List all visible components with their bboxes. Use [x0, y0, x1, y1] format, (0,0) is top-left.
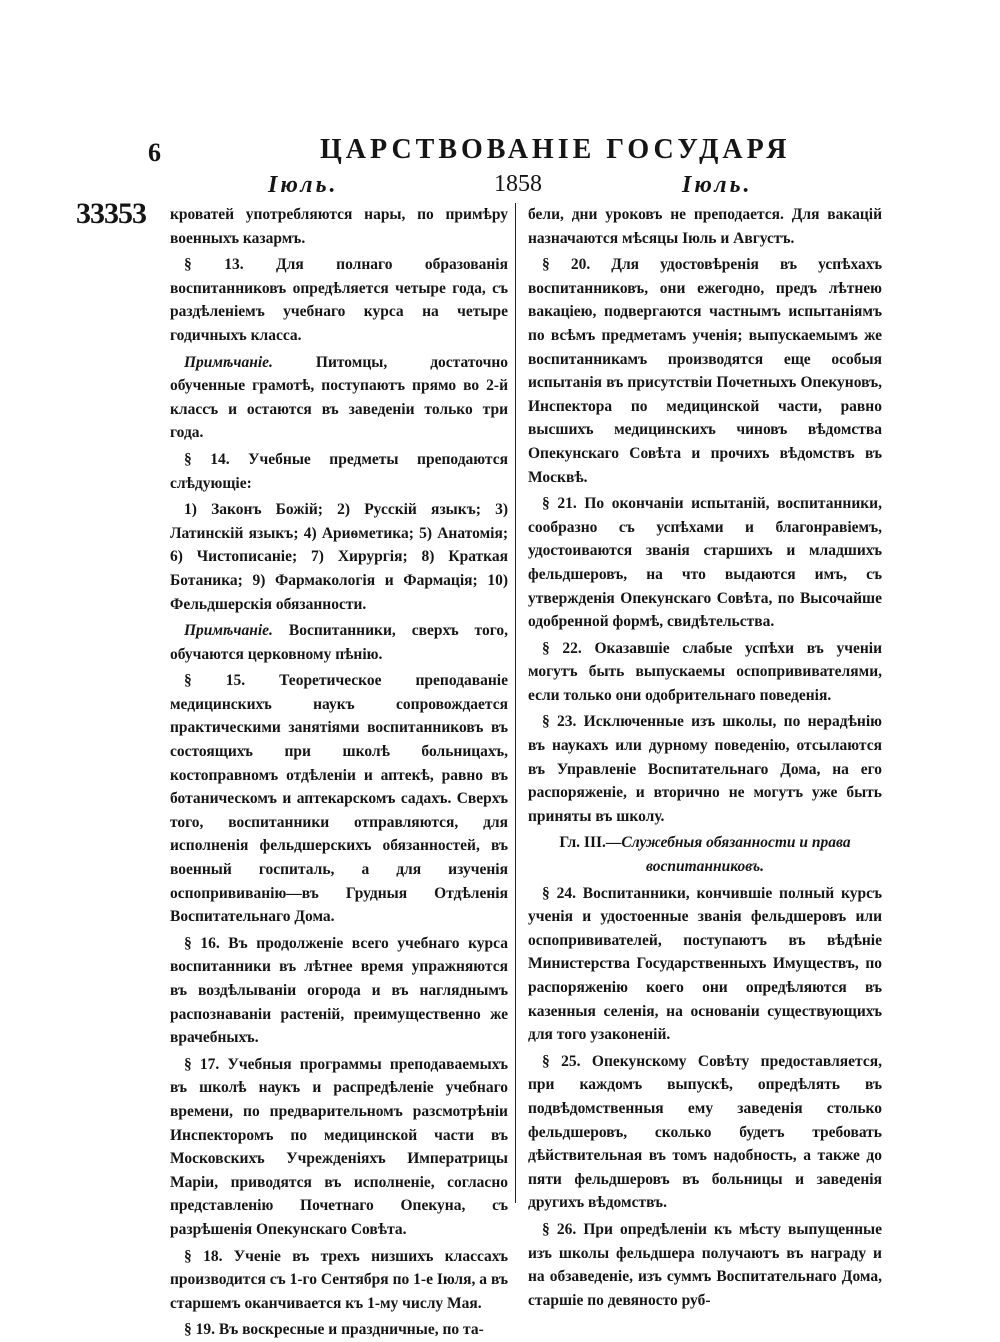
paragraph: § 13. Для полнаго образованія воспитанниковъ опредѣляется четыре года, съ раздѣленіемъ учебнаго курса на четыре годичныхъ класса.: [170, 256, 508, 344]
chapter-heading: Гл. III.—Служебныя обязанности и права воспитанниковъ.: [559, 834, 851, 876]
paragraph: § 24. Воспитанники, кончившіе полный курсъ ученія и удостоенные званія фельдшеровъ или оспопрививателей, поступаютъ въ вѣдѣніе Министерства Государственныхъ Имуществъ, по распоряженію коего они опредѣляются въ казенныя селенія, на основаніи существующихъ для того узаконеній.: [528, 884, 882, 1044]
paragraph: § 17. Учебныя программы преподаваемыхъ въ школѣ наукъ и распредѣленіе учебнаго времени, по предварительномъ разсмотрѣніи Инспекторомъ по медицинской части въ Московскихъ Учрежденіяхъ Императрицы Маріи, приводятся въ исполненіе, согласно представленію Почетнаго Опекуна, съ разрѣшенія Опекунскаго Совѣта.: [170, 1055, 508, 1238]
note-paragraph: Примѣчаніе. Питомцы, достаточно обученные грамотѣ, поступаютъ прямо во 2-й классъ и остаются въ заведеніи только три года.: [170, 353, 508, 442]
note-paragraph: Примѣчаніе. Воспитанники, сверхъ того, обучаются церковному пѣнію.: [170, 622, 508, 663]
paragraph: § 18. Ученіе въ трехъ низшихъ классахъ производится съ 1-го Сентября по 1-е Іюля, а въ старшемъ оканчивается къ 1-му числу Мая.: [170, 1247, 508, 1312]
column-divider: [515, 203, 516, 1203]
page-number: 6: [148, 138, 161, 167]
subject-list: 1) Законъ Божій; 2) Русскій языкъ; 3) Латинскій языкъ; 4) Ариѳметика; 5) Анатомія; 6) Чистописаніе; 7) Хирургія; 8) Краткая Ботаника; 9) Фармакологія и Фармація; 10) Фельдшерскія обязанности.: [170, 501, 508, 613]
paragraph: § 25. Опекунскому Совѣту предоставляется, при каждомъ выпускѣ, опредѣлять въ подвѣдомственныя ему заведенія столько фельдшеровъ, сколько будетъ требовать дѣйствительная въ томъ надобность, а также до пяти фельдшеровъ въ больницы и заведенія другихъ вѣдомствъ.: [528, 1052, 882, 1212]
paragraph: § 22. Оказавшіе слабые успѣхи въ ученіи могутъ быть выпускаемы оспопрививателями, если только они одобрительнаго поведенія.: [528, 639, 882, 704]
year: 1858: [494, 171, 542, 197]
month-right: Іюль.: [682, 172, 753, 198]
paragraph: § 15. Теоретическое преподаваніе медицинскихъ наукъ сопровождается практическими занятіями воспитанниковъ въ состоящихъ при школѣ больницахъ, костоправномъ отдѣленіи и аптекѣ, равно въ ботаническомъ и аптекарскомъ садахъ. Сверхъ того, воспитанники отправляются, для исполненія фельдшерскихъ обязанностей, въ военный госпиталь, а для изученія оспопрививанію—въ Грудныя Отдѣленія Воспитательнаго Дома.: [170, 672, 508, 926]
paragraph: § 23. Исключенные изъ школы, по нерадѣнію въ наукахъ или дурному поведенію, отсылаются въ Управленіе Воспитательнаго Дома, на его распоряженіе, и вторично не могутъ уже быть приняты въ школу.: [528, 713, 882, 825]
note-label: Примѣчаніе.: [184, 622, 273, 640]
paragraph: § 20. Для удостовѣренія въ успѣхахъ воспитанниковъ, они ежегодно, предъ лѣтнею вакаціею, подвергаются частнымъ испытаніямъ по всѣмъ предметамъ ученія; выпускаемымъ же воспитанникамъ производятся еще особыя испытанія въ присутствіи Почетныхъ Опекуновъ, Инспектора по медицинской части, равно высшихъ медицинскихъ чиновъ вѣдомства Опекунскаго Совѣта и прочихъ вѣдомствъ въ Москвѣ.: [528, 256, 882, 486]
month-left: Іюль.: [268, 172, 339, 198]
paragraph: § 19. Въ воскресные и праздничные, по та-: [184, 1321, 484, 1339]
paragraph: § 26. При опредѣленіи къ мѣсту выпущенные изъ школы фельдшера получаютъ въ награду и на обзаведеніе, изъ суммъ Воспитательнаго Дома, старшіе по девяносто руб-: [528, 1220, 882, 1309]
paragraph: бели, дни уроковъ не преподается. Для вакацій назначаются мѣсяцы Іюль и Августъ.: [528, 206, 882, 247]
note-label: Примѣчаніе.: [184, 353, 273, 371]
right-column: [528, 203, 882, 1312]
paragraph: кроватей употребляются нары, по примѣру военныхъ казармъ.: [170, 206, 508, 247]
paragraph: § 14. Учебные предметы преподаются слѣдующіе:: [170, 450, 508, 492]
paragraph: § 21. По окончаніи испытаній, воспитанники, сообразно съ успѣхами и благонравіемъ, удостоиваются званія старшихъ и младшихъ фельдшеровъ, на что выдаются имъ, съ утвержденія Опекунскаго Совѣта, по Высочайше одобренной формѣ, свидѣтельства.: [528, 495, 882, 631]
left-column: [170, 203, 508, 1342]
running-title: ЦАРСТВОВАНІЕ ГОСУДАРЯ: [320, 134, 791, 165]
law-number: 33353: [76, 197, 146, 230]
paragraph: § 16. Въ продолженіе всего учебнаго курса воспитанники въ лѣтнее время упражняются въ воздѣлываніи огорода и въ нагляднымъ распознаваніи растеній, преимущественно же врачебныхъ.: [170, 934, 508, 1047]
